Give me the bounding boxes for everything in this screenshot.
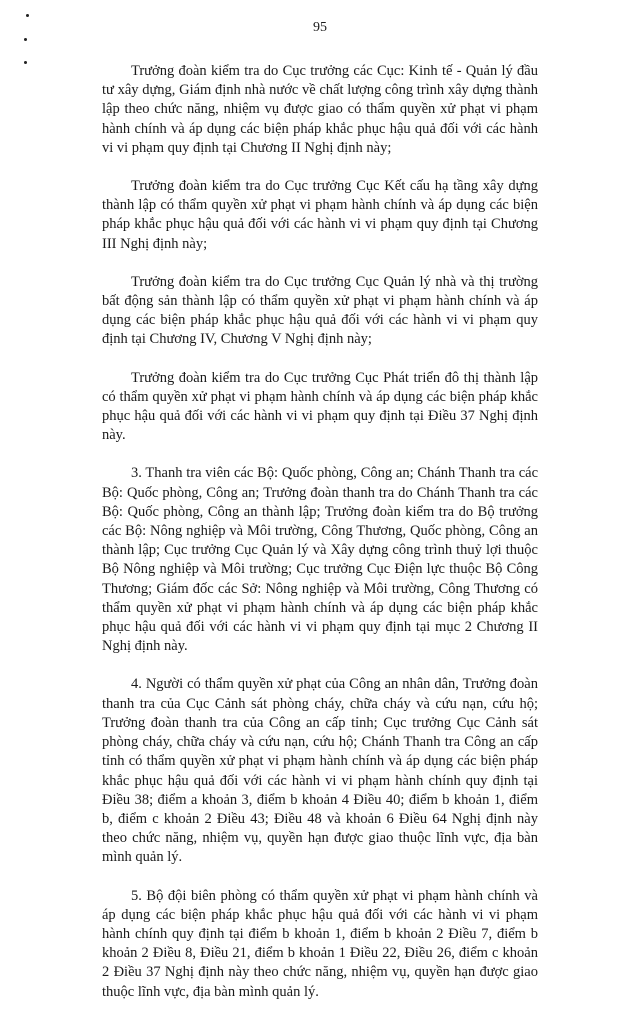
- scan-speck-3: [24, 61, 27, 64]
- paragraph-truong-doan-ket-cau: Trưởng đoàn kiểm tra do Cục trưởng Cục Kết cấu hạ tầng xây dựng thành lập có thẩm quyền xử phạt vi phạm hành chính và áp dụng các biện pháp khắc phục hậu quả đối với các hành vi vi phạm quy định tại Chương III Nghị định này;: [102, 178, 538, 252]
- paragraph-item-3: 3. Thanh tra viên các Bộ: Quốc phòng, Công an; Chánh Thanh tra các Bộ: Quốc phòng, Công an; Trưởng đoàn thanh tra do Chánh Thanh tra các Bộ: Quốc phòng, Công an thành lập; Trưởng đoàn kiểm tra do Bộ trưởng các Bộ: Nông nghiệp và Môi trường, Công Thương, Quốc phòng, Công an thành lập; Cục trưởng Cục Quản lý và Xây dựng công trình thuỷ lợi thuộc Bộ Nông nghiệp và Môi trường; Cục trưởng Cục Điện lực thuộc Bộ Công Thương; Giám đốc các Sở: Nông nghiệp và Môi trường, Công Thương có thẩm quyền xử phạt vi phạm hành chính và áp dụng các biện pháp khắc phục hậu quả đối với các hành vi vi phạm quy định tại mục 2 Chương II Nghị định này.: [102, 465, 538, 655]
- scan-speck-2: [24, 38, 27, 41]
- document-body: [102, 62, 538, 1021]
- paragraph-truong-doan-kinh-te: Trưởng đoàn kiểm tra do Cục trưởng các Cục: Kinh tế - Quản lý đầu tư xây dựng, Giám định nhà nước về chất lượng công trình xây dựng thành lập theo chức năng, nhiệm vụ được giao có thẩm quyền xử phạt vi phạm hành chính và áp dụng các biện pháp khắc phục hậu quả đối với các hành vi vi phạm quy định tại Chương II Nghị định này;: [102, 63, 538, 156]
- page-number: 95: [313, 20, 327, 35]
- scan-speck-1: [26, 14, 29, 17]
- paragraph-truong-doan-quan-ly-nha: Trưởng đoàn kiểm tra do Cục trưởng Cục Quản lý nhà và thị trường bất động sản thành lập có thẩm quyền xử phạt vi phạm hành chính và áp dụng các biện pháp khắc phục hậu quả đối với các hành vi vi phạm quy định tại Chương IV, Chương V Nghị định này;: [102, 273, 538, 348]
- paragraph-truong-doan-phat-trien-do-thi: Trưởng đoàn kiểm tra do Cục trưởng Cục Phát triển đô thị thành lập có thẩm quyền xử phạt vi phạm hành chính và áp dụng các biện pháp khắc phục hậu quả đối với các hành vi vi phạm quy định tại Điều 37 Nghị định này.: [102, 369, 538, 444]
- paragraph-item-5: 5. Bộ đội biên phòng có thẩm quyền xử phạt vi phạm hành chính và áp dụng các biện pháp khắc phục hậu quả đối với các hành vi vi phạm hành chính quy định tại điểm b khoản 1, điểm b khoản 2 Điều 7, điểm b khoản 2 Điều 8, Điều 21, điểm b khoản 1 Điều 22, Điều 26, điểm c khoản 2 Điều 37 Nghị định này theo chức năng, nhiệm vụ, quyền hạn được giao thuộc lĩnh vực, địa bàn mình quản lý.: [102, 887, 538, 1000]
- paragraph-item-4: 4. Người có thẩm quyền xử phạt của Công an nhân dân, Trưởng đoàn thanh tra của Cục Cảnh sát phòng cháy, chữa cháy và cứu nạn, cứu hộ; Trưởng đoàn thanh tra của Công an cấp tỉnh; Cục trưởng Cục Cảnh sát phòng cháy, chữa cháy và cứu nạn, cứu hộ; Chánh Thanh tra Công an cấp tỉnh có thẩm quyền xử phạt vi phạm hành chính và áp dụng các biện pháp khắc phục hậu quả đối với các hành vi vi phạm hành chính quy định tại Điều 38; điểm a khoản 3, điểm b khoản 4 Điều 40; điểm b khoản 1, điểm b, điểm c khoản 2 Điều 43; Điều 48 và khoản 6 Điều 64 Nghị định này theo chức năng, nhiệm vụ, quyền hạn được giao thuộc lĩnh vực, địa bàn mình quản lý.: [102, 676, 538, 866]
